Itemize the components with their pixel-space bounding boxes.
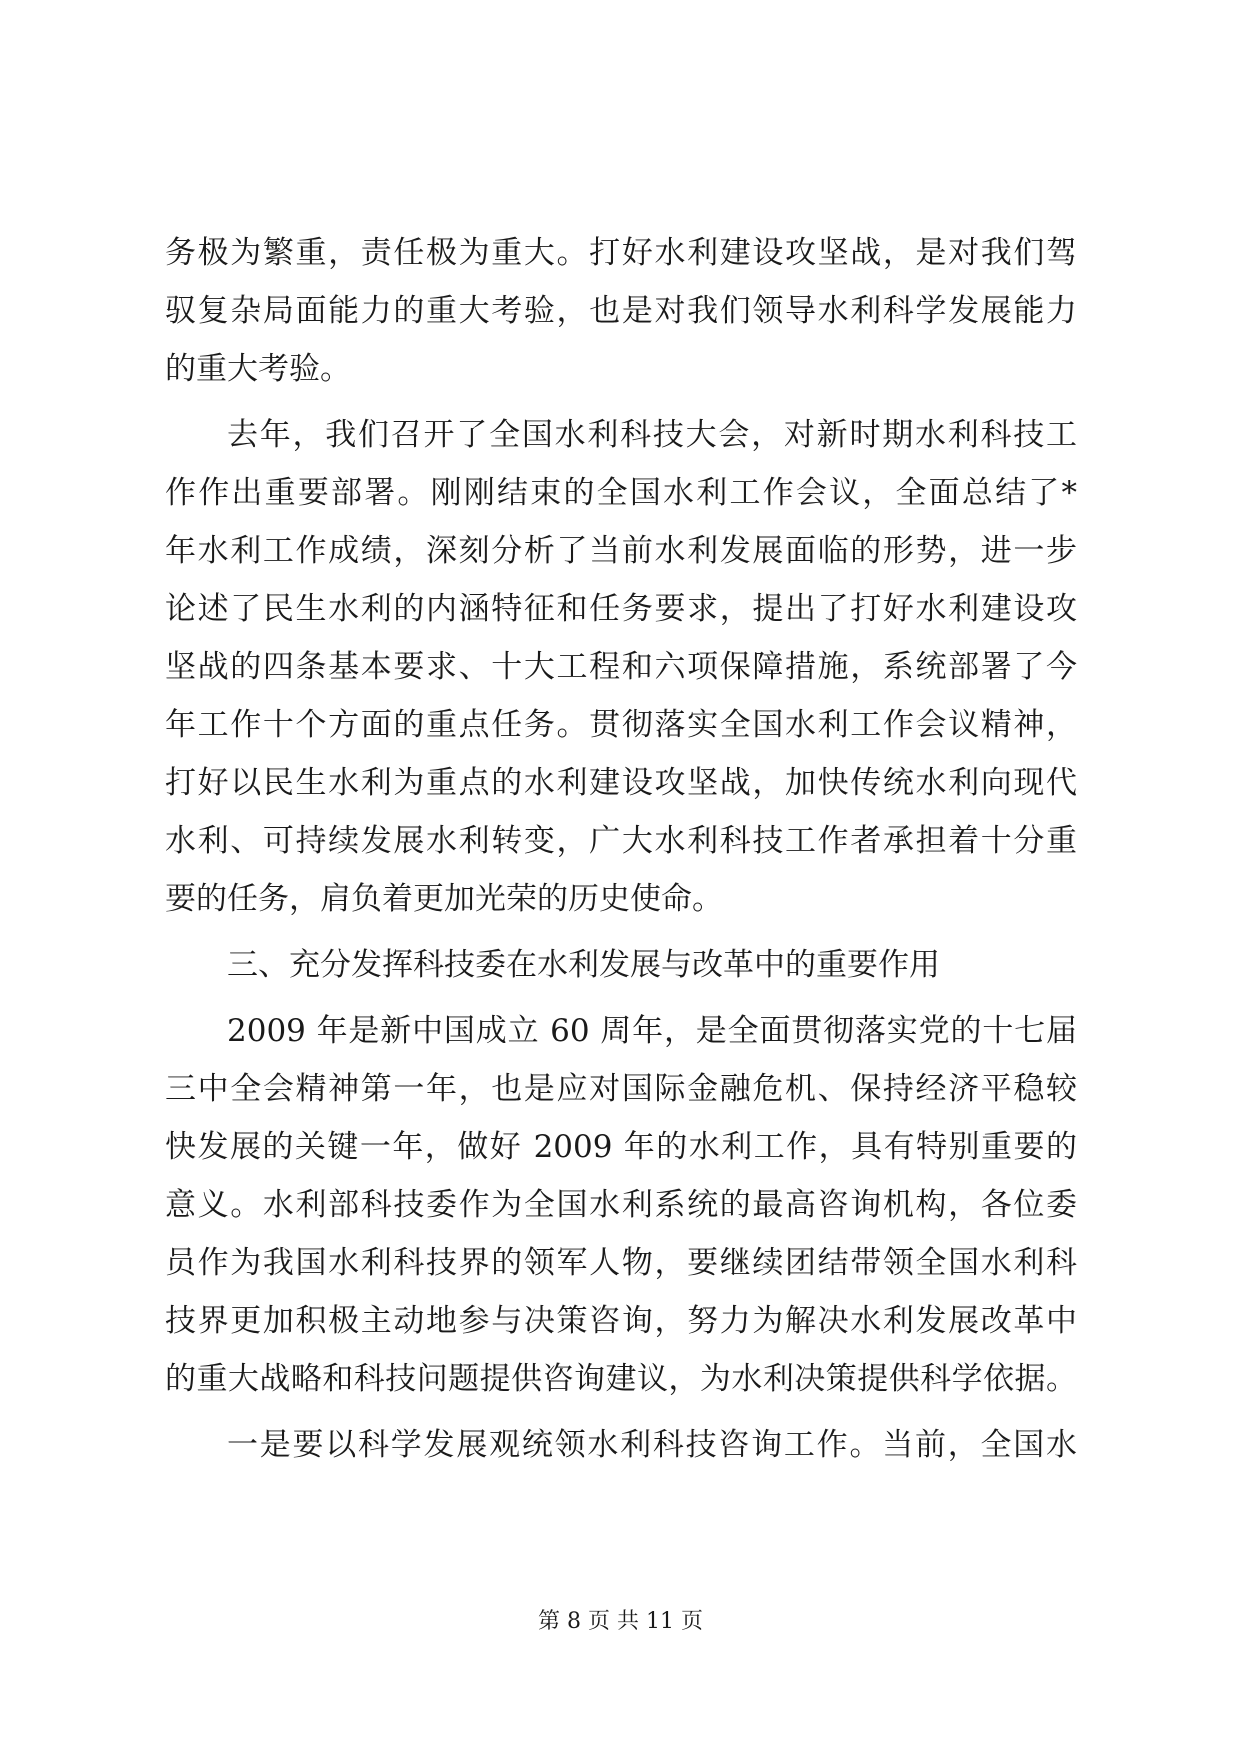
text-line: 论述了民生水利的内涵特征和任务要求，提出了打好水利建设攻 — [165, 591, 1077, 627]
text-line: 意义。水利部科技委作为全国水利系统的最高咨询机构，各位委 — [165, 1187, 1077, 1223]
text-line: 水利、可持续发展水利转变，广大水利科技工作者承担着十分重 — [165, 823, 1077, 859]
text-line: 打好以民生水利为重点的水利建设攻坚战，加快传统水利向现代 — [165, 765, 1077, 801]
text-line: 年工作十个方面的重点任务。贯彻落实全国水利工作会议精神， — [165, 707, 1077, 743]
page-number-footer: 第 8 页 共 11 页 — [538, 1609, 703, 1634]
text-line: 快发展的关键一年，做好 2009 年的水利工作，具有特别重要的 — [165, 1129, 1077, 1165]
text-line: 要的任务，肩负着更加光荣的历史使命。 — [165, 881, 723, 917]
text-line: 员作为我国水利科技界的领军人物，要继续团结带领全国水利科 — [165, 1245, 1077, 1281]
section-heading: 三、充分发挥科技委在水利发展与改革中的重要作用 — [227, 947, 940, 983]
paragraph-first-line: 一是要以科学发展观统领水利科技咨询工作。当前，全国水 — [227, 1427, 1077, 1463]
text-line: 技界更加积极主动地参与决策咨询，努力为解决水利发展改革中 — [165, 1303, 1077, 1339]
paragraph-first-line: 去年，我们召开了全国水利科技大会，对新时期水利科技工 — [227, 417, 1077, 453]
text-line: 的重大战略和科技问题提供咨询建议，为水利决策提供科学依据。 — [165, 1361, 1077, 1397]
text-line: 作作出重要部署。刚刚结束的全国水利工作会议，全面总结了* — [165, 475, 1077, 511]
text-line: 的重大考验。 — [165, 351, 351, 387]
text-line: 三中全会精神第一年，也是应对国际金融危机、保持经济平稳较 — [165, 1071, 1077, 1107]
text-line: 年水利工作成绩，深刻分析了当前水利发展面临的形势，进一步 — [165, 533, 1077, 569]
text-line: 坚战的四条基本要求、十大工程和六项保障措施，系统部署了今 — [165, 649, 1077, 685]
text-line: 驭复杂局面能力的重大考验，也是对我们领导水利科学发展能力 — [165, 293, 1077, 329]
paragraph-first-line: 2009 年是新中国成立 60 周年，是全面贯彻落实党的十七届 — [227, 1013, 1077, 1049]
text-line: 务极为繁重，责任极为重大。打好水利建设攻坚战，是对我们驾 — [165, 235, 1077, 271]
